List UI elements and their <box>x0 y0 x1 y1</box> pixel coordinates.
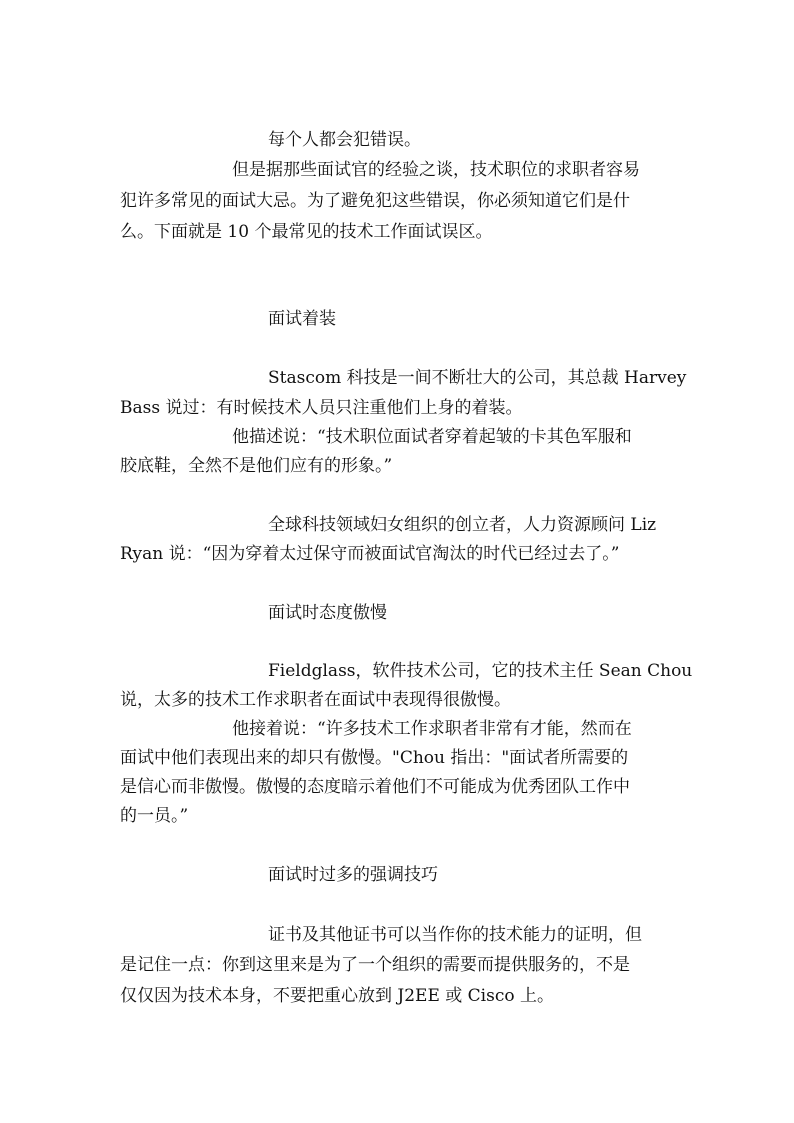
attire-para-line-2: Bass 说过：有时候技术人员只注重他们上身的着装。 <box>120 398 523 418</box>
skills-para-line-1: 证书及其他证书可以当作你的技术能力的证明，但 <box>268 925 642 945</box>
section-heading-skills: 面试时过多的强调技巧 <box>268 865 438 885</box>
arrogance-para-line-4: 面试中他们表现出来的却只有傲慢。"Chou 指出："面试者所需要的 <box>120 748 629 768</box>
attire-quote-line-1: 全球科技领域妇女组织的创立者，人力资源顾问 Liz <box>268 515 657 535</box>
arrogance-para-line-2: 说，太多的技术工作求职者在面试中表现得很傲慢。 <box>120 690 511 710</box>
attire-quote-line-2: Ryan 说：“因为穿着太过保守而被面试官淘汰的时代已经过去了。” <box>120 544 620 564</box>
intro-line-1: 每个人都会犯错误。 <box>268 130 421 150</box>
arrogance-para-line-5: 是信心而非傲慢。傲慢的态度暗示着他们不可能成为优秀团队工作中 <box>120 777 630 797</box>
arrogance-para-line-1: Fieldglass，软件技术公司，它的技术主任 Sean Chou <box>268 661 693 681</box>
skills-para-line-3: 仅仅因为技术本身，不要把重心放到 J2EE 或 Cisco 上。 <box>120 986 554 1006</box>
arrogance-para-line-3: 他接着说：“许多技术工作求职者非常有才能，然而在 <box>232 719 632 739</box>
skills-para-line-2: 是记住一点：你到这里来是为了一个组织的需要而提供服务的，不是 <box>120 955 630 975</box>
intro-line-3: 犯许多常见的面试大忌。为了避免犯这些错误，你必须知道它们是什 <box>120 191 630 211</box>
arrogance-para-line-6: 的一员。” <box>120 806 189 826</box>
intro-line-4: 么。下面就是 10 个最常见的技术工作面试误区。 <box>120 222 493 242</box>
section-heading-attire: 面试着装 <box>268 309 336 329</box>
attire-para-line-1: Stascom 科技是一间不断壮大的公司，其总裁 Harvey <box>268 368 687 388</box>
section-heading-arrogance: 面试时态度傲慢 <box>268 603 387 623</box>
attire-para-line-4: 胶底鞋，全然不是他们应有的形象。” <box>120 456 393 476</box>
intro-line-2: 但是据那些面试官的经验之谈，技术职位的求职者容易 <box>232 160 640 180</box>
attire-para-line-3: 他描述说：“技术职位面试者穿着起皱的卡其色军服和 <box>232 427 632 447</box>
